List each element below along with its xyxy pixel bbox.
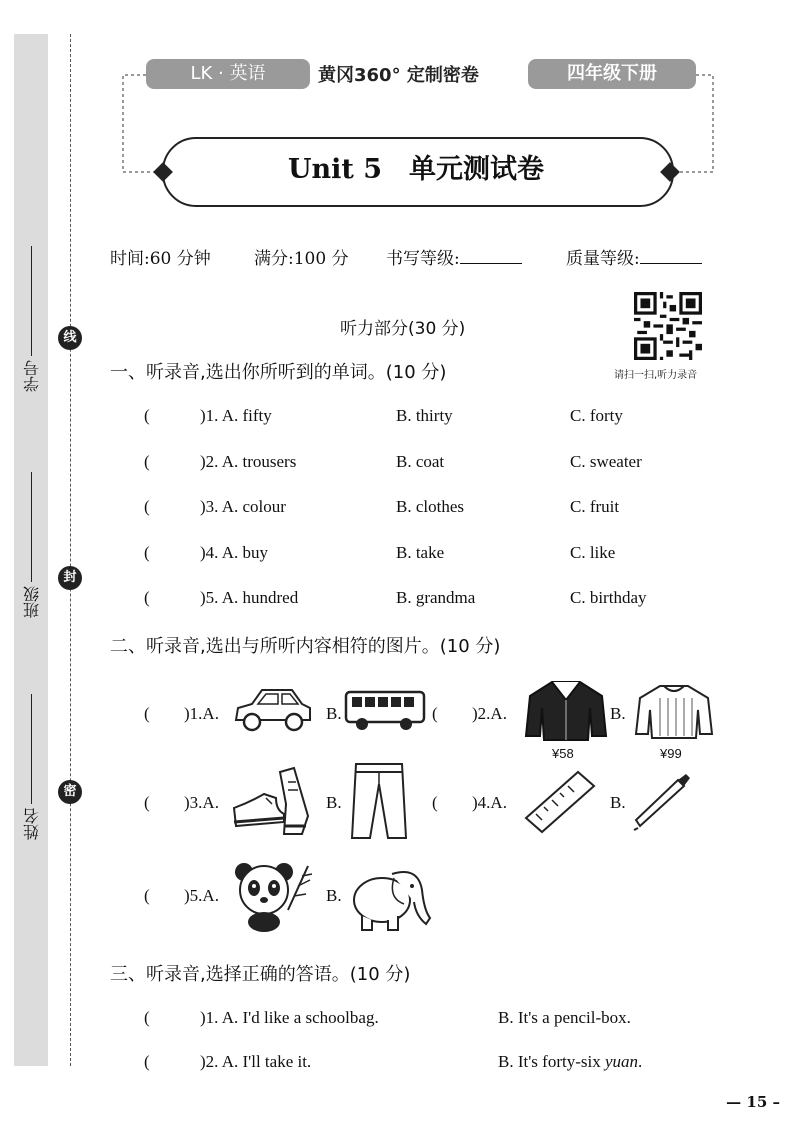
seal-line: 线 <box>58 326 82 350</box>
s1-q1-option-a: )1. A. fifty <box>200 406 272 425</box>
answer-paren[interactable]: ( <box>144 543 150 562</box>
exam-time: 时间:60 分钟 <box>110 249 211 269</box>
cut-line <box>70 34 71 1066</box>
seal-seal: 封 <box>58 566 82 590</box>
name-field[interactable] <box>18 680 46 840</box>
page-title: Unit 5 单元测试卷 <box>287 154 545 185</box>
s2-q1-b-label: B. <box>326 704 342 723</box>
answer-paren[interactable]: ( <box>432 793 438 812</box>
s1-q2-option-c: C. sweater <box>570 452 642 471</box>
qr-code-icon[interactable] <box>634 292 702 360</box>
student-number-label: 学号 <box>22 360 42 392</box>
s2-q1-label: )1.A. <box>184 704 219 723</box>
name-label: 姓名 <box>22 808 42 840</box>
s1-q4-option-c: C. like <box>570 543 616 562</box>
answer-paren[interactable]: ( <box>144 406 150 425</box>
section-2-title: 二、听录音,选出与所听内容相符的图片。(10 分) <box>110 636 501 657</box>
answer-paren[interactable]: ( <box>144 793 150 812</box>
coat-icon[interactable] <box>524 678 608 742</box>
seal-secret: 密 <box>58 780 82 804</box>
answer-paren[interactable]: ( <box>432 704 438 723</box>
s3-q2-option-a: )2. A. I'll take it. <box>200 1052 312 1071</box>
s1-q5-option-a: )5. A. hundred <box>200 588 299 607</box>
s1-q4-option-b: B. take <box>396 543 445 562</box>
price-a: ¥58 <box>552 746 574 761</box>
trousers-icon[interactable] <box>348 762 410 840</box>
s3-q1-option-a: )1. A. I'd like a schoolbag. <box>200 1008 379 1027</box>
s1-q3-option-c: C. fruit <box>570 497 620 516</box>
answer-paren[interactable]: ( <box>144 704 150 723</box>
sneakers-icon[interactable] <box>230 764 310 840</box>
listening-title: 听力部分(30 分) <box>340 319 466 339</box>
page-number: — 15 – <box>726 1093 780 1111</box>
s1-q3-option-b: B. clothes <box>396 497 464 516</box>
s1-q5-option-b: B. grandma <box>396 588 476 607</box>
pen-icon[interactable] <box>632 770 692 832</box>
writing-grade-field[interactable]: 书写等级: <box>386 244 522 269</box>
price-b: ¥99 <box>660 746 682 761</box>
section-1-title: 一、听录音,选出你所听到的单词。(10 分) <box>110 362 447 383</box>
bus-icon[interactable] <box>344 688 426 732</box>
s1-q3-option-a: )3. A. colour <box>200 497 286 516</box>
s1-q1-option-b: B. thirty <box>396 406 453 425</box>
ruler-icon[interactable] <box>522 768 598 834</box>
s2-q4-label: )4.A. <box>472 793 507 812</box>
elephant-icon[interactable] <box>348 860 434 934</box>
subject-pill: LK · 英语 <box>146 59 310 89</box>
sweater-icon[interactable] <box>634 682 714 740</box>
class-label: 班级 <box>22 586 42 618</box>
quality-grade-field[interactable]: 质量等级: <box>566 244 702 269</box>
s1-q2-option-a: )2. A. trousers <box>200 452 297 471</box>
student-number-field[interactable] <box>18 232 46 392</box>
s2-q4-b-label: B. <box>610 793 626 812</box>
answer-paren[interactable]: ( <box>144 1008 150 1027</box>
s2-q5-label: )5.A. <box>184 886 219 905</box>
answer-paren[interactable]: ( <box>144 452 150 471</box>
s1-q2-option-b: B. coat <box>396 452 445 471</box>
grade-pill: 四年级下册 <box>528 59 696 89</box>
s2-q3-label: )3.A. <box>184 793 219 812</box>
answer-paren[interactable]: ( <box>144 1052 150 1071</box>
answer-paren[interactable]: ( <box>144 497 150 516</box>
s1-q4-option-a: )4. A. buy <box>200 543 268 562</box>
s2-q3-b-label: B. <box>326 793 342 812</box>
qr-caption: 请扫一扫,听力录音 <box>614 370 698 381</box>
answer-paren[interactable]: ( <box>144 886 150 905</box>
s3-q1-option-b: B. It's a pencil-box. <box>498 1008 631 1027</box>
full-score: 满分:100 分 <box>254 249 349 269</box>
s1-q1-option-c: C. forty <box>570 406 623 425</box>
s2-q2-b-label: B. <box>610 704 626 723</box>
s3-q2-option-b: B. It's forty-six yuan. <box>498 1052 643 1071</box>
answer-paren[interactable]: ( <box>144 588 150 607</box>
s2-q2-label: )2.A. <box>472 704 507 723</box>
panda-icon[interactable] <box>230 858 314 934</box>
class-field[interactable] <box>18 458 46 618</box>
s1-q5-option-c: C. birthday <box>570 588 647 607</box>
car-icon[interactable] <box>230 684 314 736</box>
section-3-title: 三、听录音,选择正确的答语。(10 分) <box>110 964 411 985</box>
series-name: 黄冈360° 定制密卷 <box>318 65 479 86</box>
s2-q5-b-label: B. <box>326 886 342 905</box>
